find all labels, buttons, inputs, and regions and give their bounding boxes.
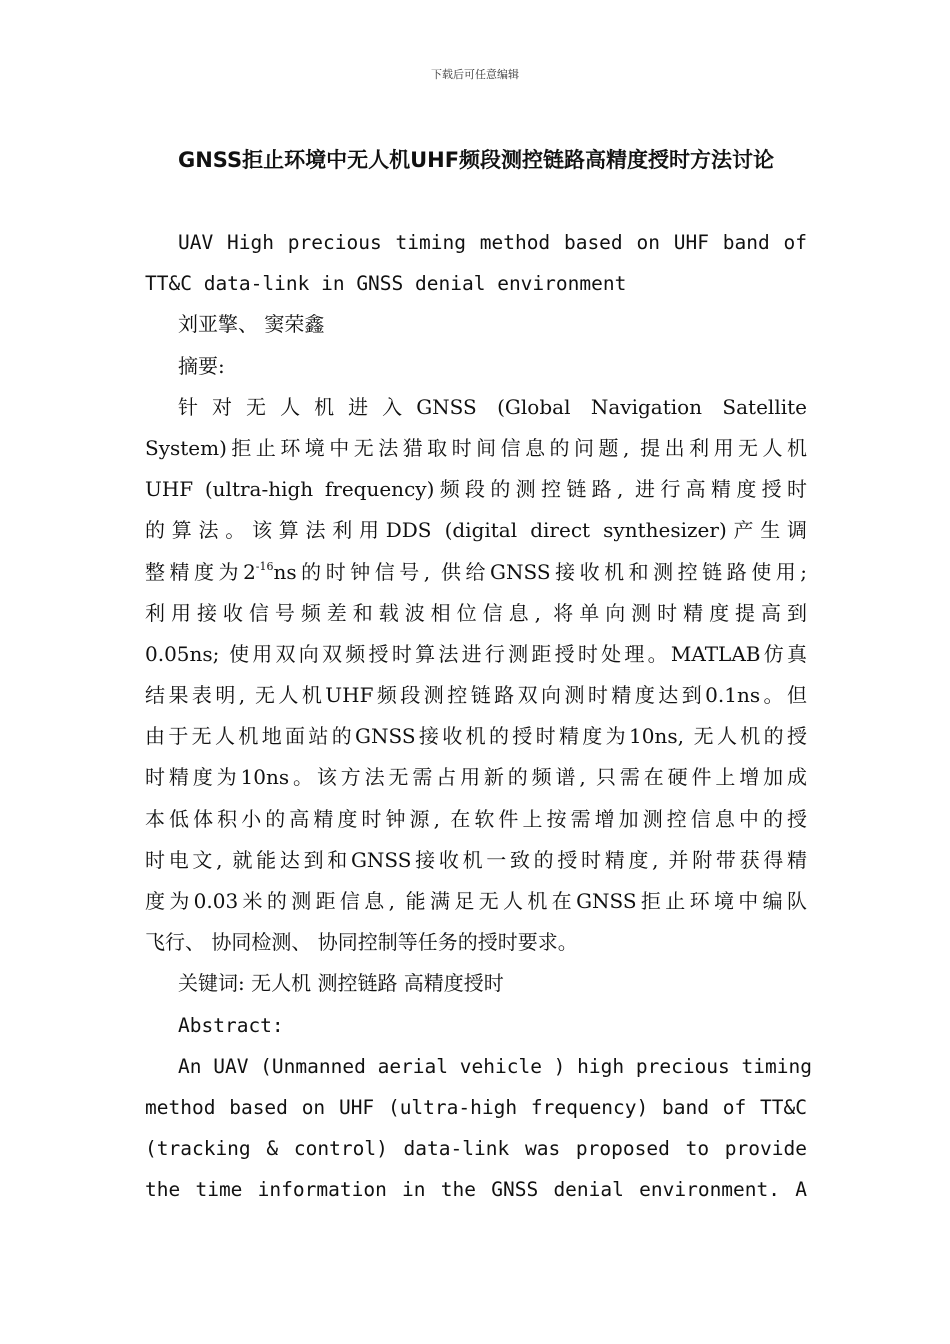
keywords: 关键词: 无人机 测控链路 高精度授时 bbox=[178, 971, 504, 996]
abstract-line: 飞行、 协同检测、 协同控制等任务的授时要求。 bbox=[145, 930, 578, 955]
abstract-en-line: method based on UHF (ultra-high frequency) band of TT&C bbox=[145, 1095, 807, 1119]
abstract-line: System)拒止环境中无法猎取时间信息的问题, 提出利用无人机 bbox=[145, 435, 807, 460]
abstract-en-line: the time information in the GNSS denial environment. A bbox=[145, 1178, 807, 1202]
abstract-line: 由于无人机地面站的GNSS接收机的授时精度为10ns, 无人机的授 bbox=[145, 724, 807, 749]
abstract-line: 结果表明, 无人机UHF频段测控链路双向测时精度达到0.1ns。但 bbox=[145, 683, 807, 708]
abstract-en-line: (tracking & control) data-link was proposed to provide bbox=[145, 1137, 807, 1161]
abstract-line: 利用接收信号频差和载波相位信息, 将单向测时精度提高到 bbox=[145, 600, 807, 625]
abstract-line bbox=[145, 552, 807, 593]
abstract-line: 本低体积小的高精度时钟源, 在软件上按需增加测控信息中的授 bbox=[145, 806, 807, 831]
exponent: -16 bbox=[255, 559, 274, 573]
english-title-line: UAV High precious timing method based on UHF band of bbox=[178, 231, 807, 254]
authors: 刘亚擎、 窦荣鑫 bbox=[178, 312, 325, 337]
abstract-en-label: Abstract: bbox=[178, 1013, 284, 1037]
abstract-line: UHF (ultra-high frequency)频段的测控链路, 进行高精度授时 bbox=[145, 477, 807, 502]
abstract-text: ns的时钟信号, 供给GNSS接收机和测控链路使用; bbox=[273, 559, 807, 584]
abstract-line: 的算法。该算法利用DDS (digital direct synthesizer)产生调 bbox=[145, 518, 807, 543]
header-note: 下载后可任意编辑 bbox=[431, 68, 519, 81]
abstract-line: 针对无人机进入GNSS (Global Navigation Satellite bbox=[178, 394, 807, 419]
abstract-text: 整精度为2 bbox=[145, 559, 256, 584]
abstract-en-line: An UAV (Unmanned aerial vehicle ) high precious timing bbox=[178, 1054, 812, 1078]
abstract-line: 0.05ns; 使用双向双频授时算法进行测距授时处理。MATLAB仿真 bbox=[145, 641, 807, 666]
paper-title: GNSS拒止环境中无人机UHF频段测控链路高精度授时方法讨论 bbox=[177, 148, 775, 172]
abstract-label: 摘要: bbox=[178, 353, 225, 378]
document-body bbox=[145, 222, 812, 1211]
abstract-line: 时精度为10ns。该方法无需占用新的频谱, 只需在硬件上增加成 bbox=[145, 765, 807, 790]
abstract-line: 度为0.03米的测距信息, 能满足无人机在GNSS拒止环境中编队 bbox=[145, 889, 807, 913]
abstract-line: 时电文, 就能达到和GNSS接收机一致的授时精度, 并附带获得精 bbox=[145, 847, 807, 872]
english-title-line: TT&C data-link in GNSS denial environment bbox=[145, 272, 627, 296]
